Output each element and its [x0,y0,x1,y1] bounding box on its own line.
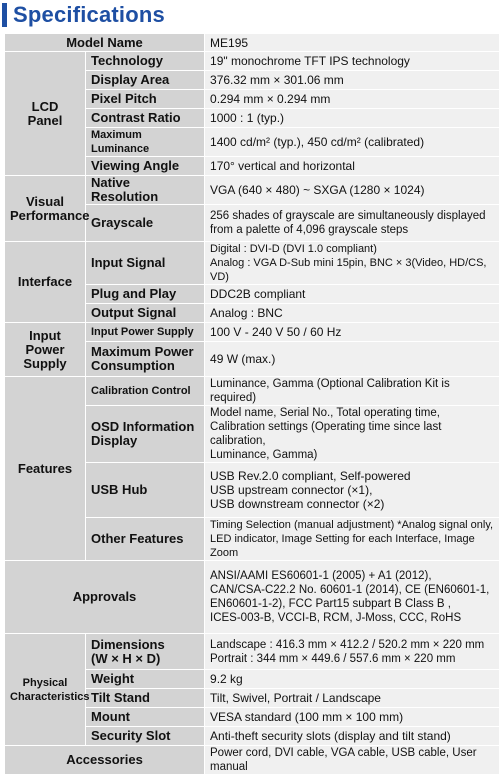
mount-label: Mount [86,708,205,727]
lcd-panel-category: LCD Panel [5,52,86,176]
plug-and-play-value: DDC2B compliant [205,285,500,304]
weight-value: 9.2 kg [205,670,500,689]
approvals-value: ANSI/AAMI ES60601-1 (2005) + A1 (2012), CAN/CSA-C22.2 No. 60601-1 (2014), CE (EN60601-1, EN60601-1-2), FCC Part15 subpart B Class B , ICES-003-B, VCCI-B, RCM, J-Moss, CCC, RoHS [205,561,500,634]
approvals-label: Approvals [5,561,205,634]
viewing-angle-label: Viewing Angle [86,157,205,176]
max-luminance-value: 1400 cd/m² (typ.), 450 cd/m² (calibrated) [205,128,500,157]
table-row [5,52,500,71]
visual-performance-category: Visual Performance [5,176,86,242]
table-row [5,242,500,285]
viewing-angle-value: 170° vertical and horizontal [205,157,500,176]
specifications-table [4,33,500,775]
calibration-control-label: Calibration Control [86,377,205,406]
dimensions-value: Landscape : 416.3 mm × 412.2 / 520.2 mm × 220 mm Portrait : 344 mm × 449.6 / 557.6 mm × 220 mm [205,634,500,670]
other-features-value: Timing Selection (manual adjustment) *Analog signal only, LED indicator, Image Setting for each Interface, Image Zoom [205,518,500,561]
osd-information-label: OSD Information Display [86,406,205,463]
max-luminance-label: Maximum Luminance [86,128,205,157]
page-title-block [2,0,165,30]
accessories-value: Power cord, DVI cable, VGA cable, USB cable, User manual [205,746,500,775]
native-resolution-label: Native Resolution [86,176,205,205]
native-resolution-value: VGA (640 × 480) ~ SXGA (1280 × 1024) [205,176,500,205]
pixel-pitch-label: Pixel Pitch [86,90,205,109]
technology-value: 19" monochrome TFT IPS technology [205,52,500,71]
pixel-pitch-value: 0.294 mm × 0.294 mm [205,90,500,109]
display-area-label: Display Area [86,71,205,90]
page-title: Specifications [13,2,165,27]
title-accent-bar [2,3,7,27]
table-row [5,377,500,406]
other-features-label: Other Features [86,518,205,561]
input-power-label: Input Power Supply [86,323,205,342]
osd-information-value: Model name, Serial No., Total operating time, Calibration settings (Operating time since last calibration, Luminance, Gamma) [205,406,500,463]
tilt-stand-label: Tilt Stand [86,689,205,708]
accessories-label: Accessories [5,746,205,775]
table-row [5,323,500,342]
input-power-value: 100 V - 240 V 50 / 60 Hz [205,323,500,342]
input-power-supply-category: Input Power Supply [5,323,86,377]
table-row [5,561,500,634]
max-power-value: 49 W (max.) [205,342,500,377]
model-name-value: ME195 [205,34,500,52]
input-signal-label: Input Signal [86,242,205,285]
calibration-control-value: Luminance, Gamma (Optional Calibration Kit is required) [205,377,500,406]
physical-characteristics-category: Physical Characteristics [5,634,86,746]
contrast-ratio-label: Contrast Ratio [86,109,205,128]
interface-category: Interface [5,242,86,323]
usb-hub-value: USB Rev.2.0 compliant, Self-powered USB upstream connector (×1), USB downstream connector (×2) [205,463,500,518]
model-name-label: Model Name [5,34,205,52]
input-signal-value: Digital : DVI-D (DVI 1.0 compliant) Analog : VGA D-Sub mini 15pin, BNC × 3(Video, HD/CS, VD) [205,242,500,285]
mount-value: VESA standard (100 mm × 100 mm) [205,708,500,727]
table-row [5,634,500,670]
display-area-value: 376.32 mm × 301.06 mm [205,71,500,90]
table-row [5,34,500,52]
tilt-stand-value: Tilt, Swivel, Portrait / Landscape [205,689,500,708]
dimensions-label: Dimensions (W × H × D) [86,634,205,670]
grayscale-label: Grayscale [86,205,205,242]
table-row [5,746,500,775]
security-slot-label: Security Slot [86,727,205,746]
features-category: Features [5,377,86,561]
usb-hub-label: USB Hub [86,463,205,518]
grayscale-value: 256 shades of grayscale are simultaneously displayed from a palette of 4,096 grayscale steps [205,205,500,242]
security-slot-value: Anti-theft security slots (display and tilt stand) [205,727,500,746]
output-signal-value: Analog : BNC [205,304,500,323]
table-row [5,176,500,205]
output-signal-label: Output Signal [86,304,205,323]
weight-label: Weight [86,670,205,689]
contrast-ratio-value: 1000 : 1 (typ.) [205,109,500,128]
max-power-label: Maximum Power Consumption [86,342,205,377]
plug-and-play-label: Plug and Play [86,285,205,304]
technology-label: Technology [86,52,205,71]
